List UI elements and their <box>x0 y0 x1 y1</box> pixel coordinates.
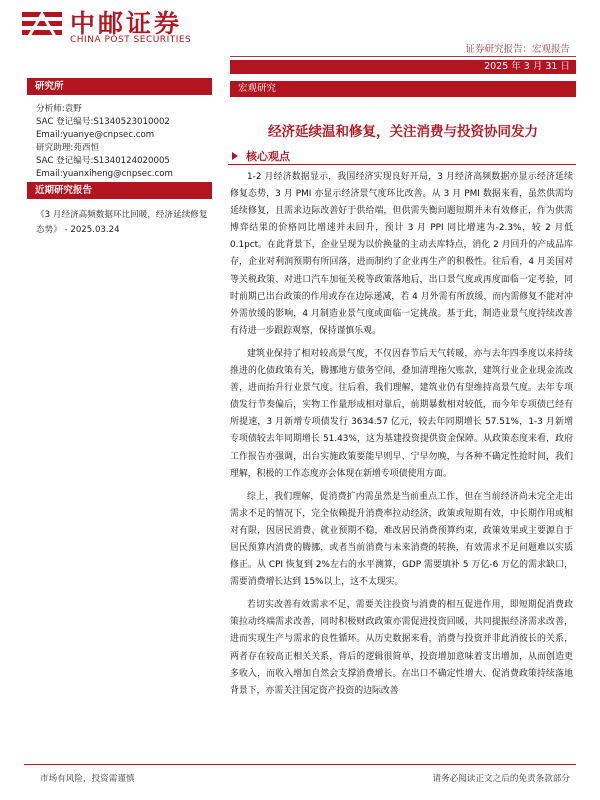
body-paragraph: 1-2 月经济数据显示，我国经济实现良好开局，3 月经济高频数据亦显示经济延续修复态势，3 月 PMI 亦显示经济景气度环比改善。从 3 月 PMI 数据来看，虽然供需均延续修复，且需求边际改善好于供给端，但供需失衡问题短期并未有效修正，作为供需博弈结果的价格同比增速并未回升，预计 3 月 PPI 同比增速为-2.3%，较 2 月低 0.1pct。在此背景下，企业呈现为以价换量的主动去库特点，消化 2 月回升的产成品库存，企业对利润预期有所回落，进而制约了企业再生产的积极性。往后看，4 月美国对等关税政策、对进口汽车加征关税等政策落地后，出口景气度或再度面临一定考验，同时前期已出台政策的作用或存在边际递减，若 4 月外需有所放缓，而内需修复不能对冲外需放缓的影响，4 月制造业景气度或面临一定挑战。基于此，制造业景气度持续改善有待进一步跟踪观察，保持谨慎乐观。 <box>230 172 573 336</box>
report-title: 经济延续温和修复，关注消费与投资协同发力 <box>268 124 538 140</box>
china-post-logo-icon <box>22 8 62 42</box>
category-bar <box>230 81 576 97</box>
section-bullet-icon <box>232 152 238 160</box>
header-divider <box>230 56 576 57</box>
researcher-line: 分析师:袁野 <box>36 104 82 114</box>
researchers-heading: 研究所 <box>27 78 212 95</box>
body-paragraph: 综上，我们理解，促消费扩内需虽然是当前重点工作，但在当前经济尚未完全走出需求不足的情况下，完全依赖提升消费率拉动经济，政策或短期有效，中长期作用或相对有限，因居民消费、就业预期不稳，难改居民消费预算约束，政策效果或主要源自于居民预算内消费的腾挪，或者当前消费与未来消费的转换，有效需求不足问题难以实质修正。从 CPI 恢复到 2%左右的水平测算，GDP 需要填补 5 万亿-6 万亿的需求缺口，需要消费增长达到 15%以上，这不太现实。 <box>230 491 573 588</box>
researcher-email[interactable]: Email:yuanye@cnpsec.com <box>36 130 155 140</box>
section-title: 核心观点 <box>246 150 290 163</box>
report-body <box>230 169 573 700</box>
researcher-email[interactable]: Email:yuanxiheng@cnpsec.com <box>36 169 173 179</box>
report-type: 证券研究报告：宏观报告 <box>465 44 570 55</box>
researcher-line: SAC 登记编号:S1340124020005 <box>36 156 170 166</box>
terms-notice: 请务必阅读正文之后的免责条款部分 <box>432 774 570 784</box>
risk-disclaimer: 市场有风险，投资需谨慎 <box>40 774 135 784</box>
brand-name-cn: 中邮证券 <box>70 9 183 38</box>
category-label: 宏观研究 <box>238 83 277 94</box>
researcher-line: SAC 登记编号:S1340523010002 <box>36 117 170 127</box>
researcher-line: 研究助理:苑西恒 <box>36 143 100 153</box>
body-paragraph: 若切实改善有效需求不足，需要关注投资与消费的相互促进作用，即短期促消费政策拉动终端需求改善，同时积极财政政策亦需促进投资回暖，共同提振经济需求改善，进而实现生产与需求的良性循环。从历史数据来看，消费与投资并非此消彼长的关系，两者存在较高正相关关系，背后的逻辑很简单，投资增加意味着支出增加，从而创造更多收入，而收入增加自然会支撑消费增长。在出口不确定性增大、促消费政策持续落地背景下，亦需关注国定资产投资的边际改善 <box>230 600 573 696</box>
body-paragraph: 建筑业保持了相对较高景气度，不仅因春节后天气转暖，亦与去年四季度以来持续推进的化债政策有关，腾挪地方债务空间，叠加清理拖欠账款，建筑行业企业现金流改善，进而抬升行业景气度。往后看，我们理解，建筑业仍有望维持高景气度。去年专项债发行节奏偏后，实物工作量形成相对靠后，前期暴数相对较低，而今年专项债已经有所提速，3 月新增专项债发行 3634.57 亿元，较去年同期增长 57.51%，1-3 月新增专项债较去年同期增长 51.43%，这为基建投资提供资金保障。从政策态度来看，政府工作报告亦强调，出台实施政策要能早则早、宁早勿晚，与各种不确定性抢时间，我们理解，积极的工作态度亦会体现在新增专项债使用方面。 <box>230 348 573 479</box>
report-date: 2025 年 3 月 31 日 <box>484 61 570 72</box>
brand-name-en: CHINA POST SECURITIES <box>70 35 192 45</box>
recent-report-link[interactable]: 《3 月经济高频数据环比回暖，经济延续修复态势》 - 2025.03.24 <box>36 210 208 235</box>
recent-reports-heading: 近期研究报告 <box>27 182 212 199</box>
footer-divider <box>24 764 576 765</box>
section-divider <box>228 164 576 165</box>
